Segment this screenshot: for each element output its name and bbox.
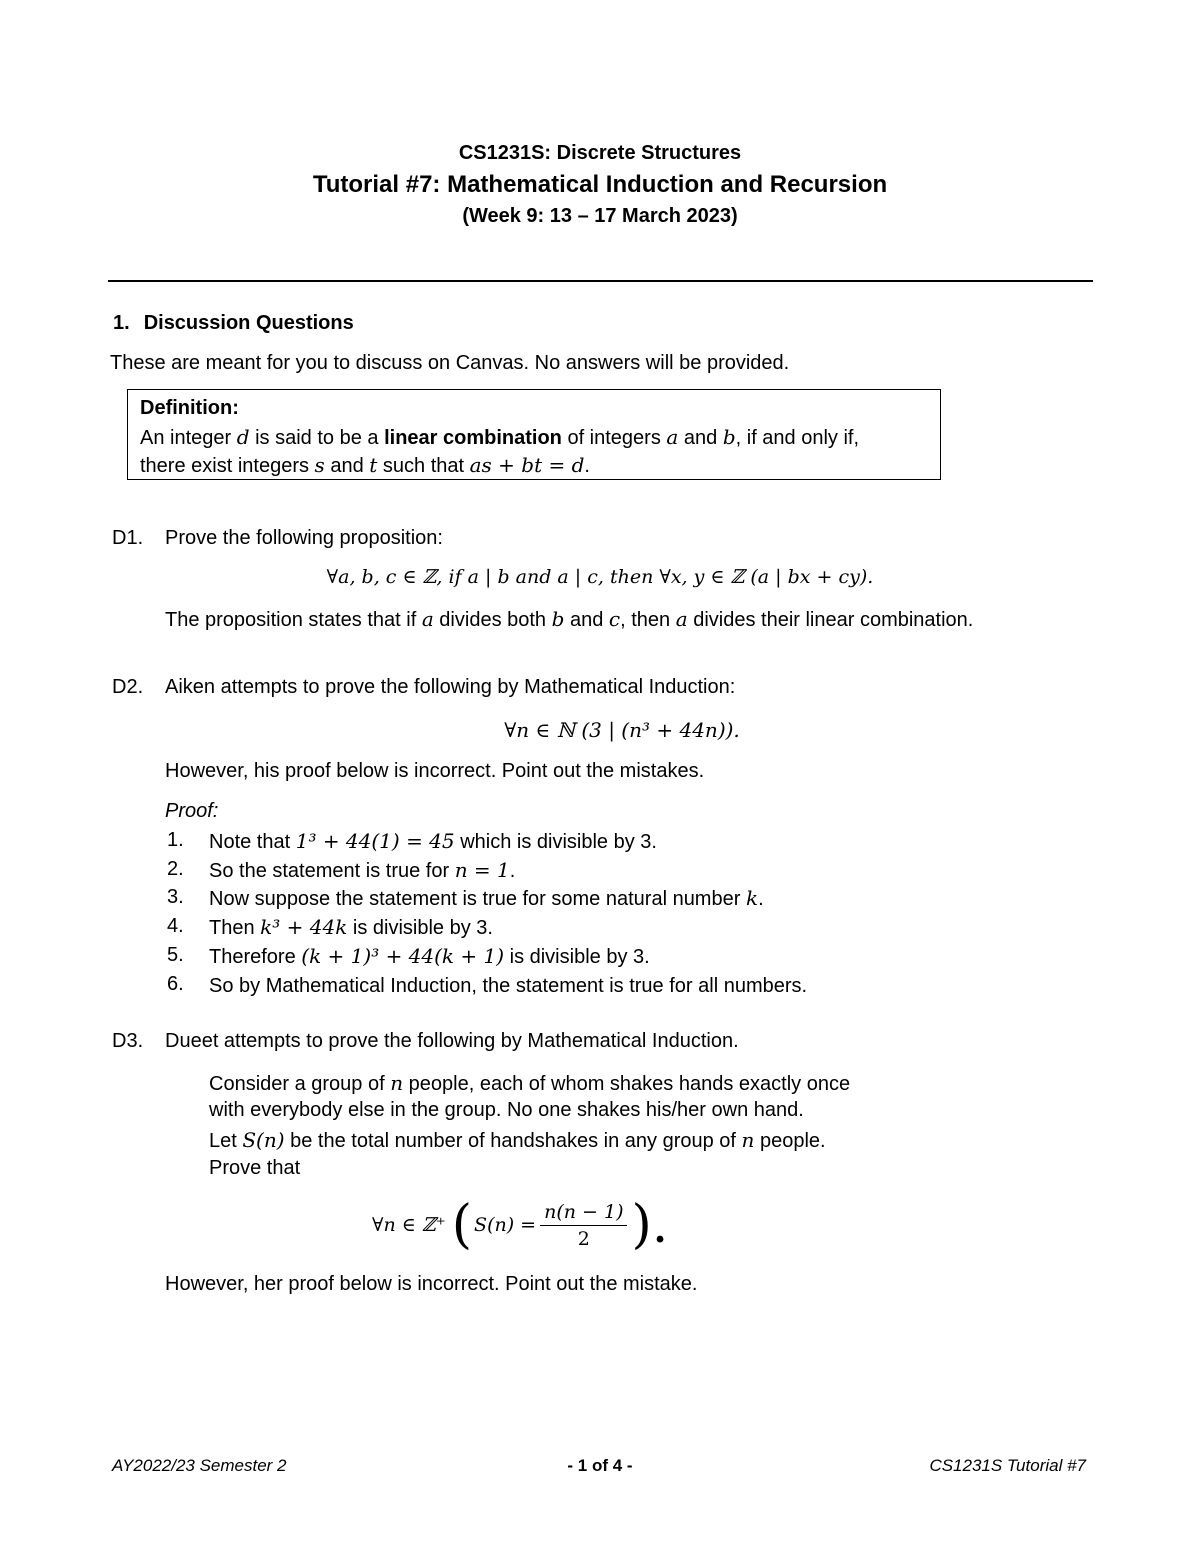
d1-note: The proposition states that if a divides both b and c, then a divides their linear combination. [165,607,974,631]
d1-prompt: Prove the following proposition: [165,527,443,549]
d3-formula: ∀n ∈ ℤ⁺ ( S(n) = $\frac{n(n - 1)}{2}$ ). [372,1195,669,1255]
d3-problem-line-3: Let S(n) be the total number of handshakes in any group of n people. [209,1128,826,1152]
definition-line-1: An integer d is said to be a linear combination of integers a and b, if and only if, [140,425,860,449]
footer-semester: AY2022/23 Semester 2 [112,1456,287,1475]
proof-step-text: Therefore (k + 1)³ + 44(k + 1) is divisible by 3. [209,943,650,968]
d3-problem-line-4: Prove that [209,1157,301,1179]
d3-prompt: Dueet attempts to prove the following by Mathematical Induction. [165,1030,739,1052]
course-title: CS1231S: Discrete Structures [458,142,742,164]
proof-step-text: So the statement is true for n = 1. [209,857,516,882]
footer-page-number: - 1 of 4 - [567,1456,633,1475]
proof-step-text: Then k³ + 44k is divisible by 3. [209,915,493,940]
week-subtitle: (Week 9: 13 – 17 March 2023) [462,205,738,227]
d2-however: However, his proof below is incorrect. Point out the mistakes. [165,760,705,782]
d2-prompt: Aiken attempts to prove the following by Mathematical Induction: [165,676,736,698]
definition-line-2: there exist integers s and t such that as + bt = d. [140,453,590,477]
proof-step-text: Note that 1³ + 44(1) = 45 which is divisible by 3. [209,829,657,853]
proof-step-number: 6. [167,972,184,995]
d3-however: However, her proof below is incorrect. Point out the mistake. [165,1273,698,1295]
d1-formula: ∀a, b, c ∈ ℤ, if a | b and a | c, then ∀x, y ∈ ℤ (a | bx + cy). [326,566,874,588]
d3-label: D3. [112,1030,144,1052]
d2-formula: ∀n ∈ ℕ (3 | (n³ + 44n)). [504,718,740,742]
section-heading: 1. Discussion Questions [113,312,354,334]
section-intro: These are meant for you to discuss on Canvas. No answers will be provided. [110,352,790,374]
proof-step-number: 4. [167,915,184,938]
proof-step-text: Now suppose the statement is true for some natural number k. [209,886,764,911]
tutorial-title: Tutorial #7: Mathematical Induction and Recursion [312,171,888,198]
proof-step-text: So by Mathematical Induction, the statement is true for all numbers. [209,974,808,997]
d2-label: D2. [112,676,144,698]
d3-problem-line-2: with everybody else in the group. No one shakes his/her own hand. [209,1099,804,1121]
proof-label: Proof: [165,800,219,822]
footer-course-tutorial: CS1231S Tutorial #7 [929,1456,1086,1475]
d3-problem-line-1: Consider a group of n people, each of whom shakes hands exactly once [209,1071,851,1095]
definition-label: Definition: [140,397,239,419]
proof-step-number: 5. [167,943,184,966]
proof-step-number: 2. [167,857,184,880]
proof-step-number: 1. [167,829,184,851]
header-divider [108,280,1093,282]
proof-step-number: 3. [167,886,184,909]
d1-label: D1. [112,527,144,549]
